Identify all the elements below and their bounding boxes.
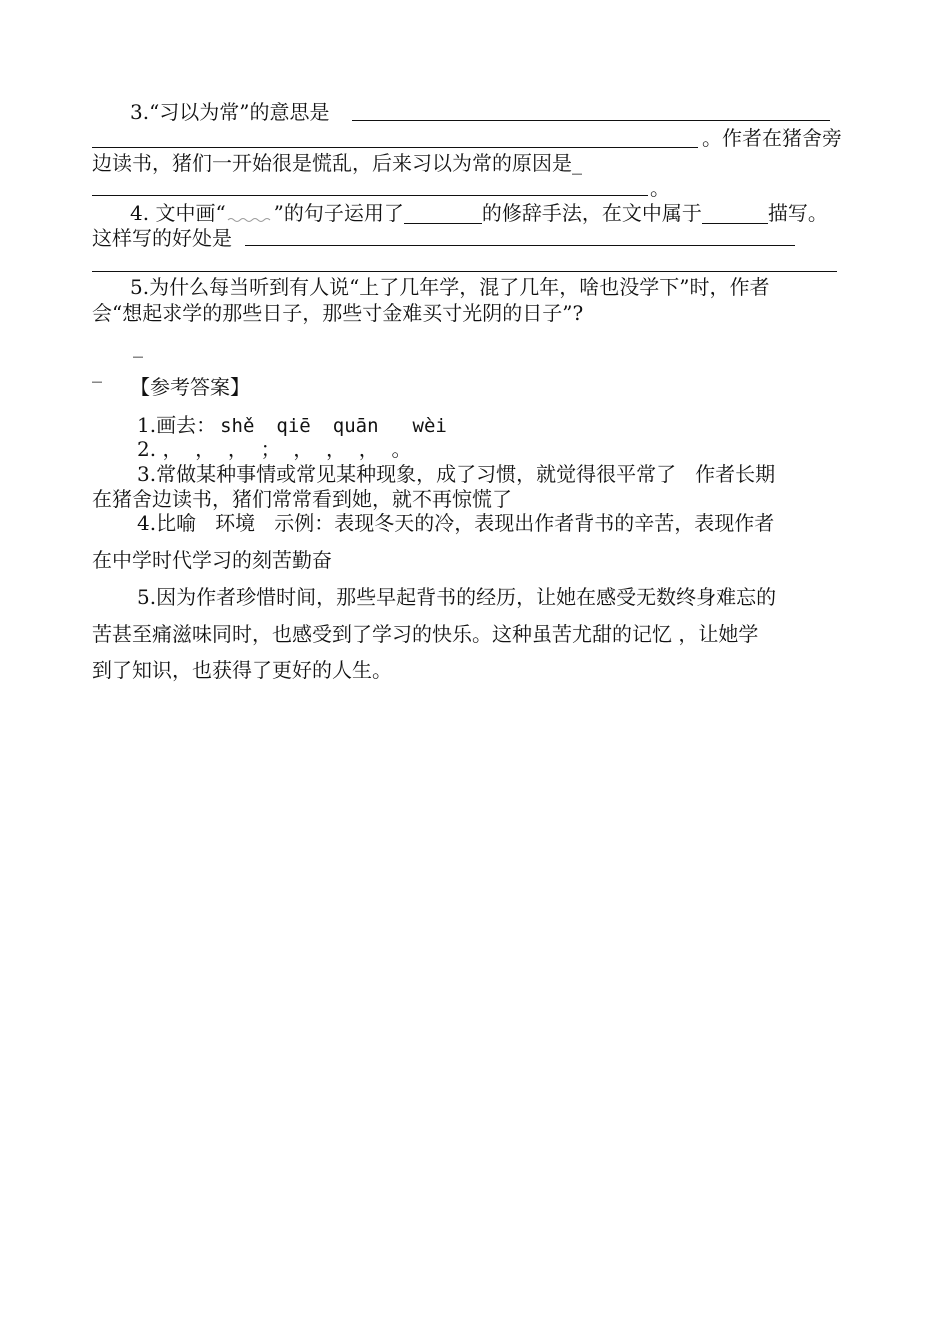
q3-answer-line-3[interactable] xyxy=(92,195,648,196)
q4-part3: 的修辞手法，在文中属于 xyxy=(481,201,702,225)
q4-answer-line-1[interactable] xyxy=(245,245,795,246)
q4-description-blank[interactable] xyxy=(702,203,768,224)
wavy-underline-icon xyxy=(226,205,274,223)
pinyin-4: wèi xyxy=(412,415,447,437)
pinyin-3: quān xyxy=(332,415,379,437)
answer-3-line1: 3.常做某种事情或常见某种现象，成了习惯，就觉得很平常了 作者长期 xyxy=(137,462,776,486)
q4-rhetoric-blank[interactable] xyxy=(404,203,482,224)
q4-part4: 描写。 xyxy=(767,201,828,225)
q5-dash-1[interactable]: _ xyxy=(133,334,143,358)
q3-prefix: 3.“习以为常”的意思是 xyxy=(130,100,330,124)
q4-line2: 这样写的好处是 xyxy=(92,226,232,250)
answer-1 xyxy=(137,412,447,439)
q4-part1: 4. 文中画“ xyxy=(130,201,226,225)
q4-part2: ”的句子运用了 xyxy=(273,201,404,225)
answer-5-line3: 到了知识，也获得了更好的人生。 xyxy=(92,658,392,682)
q3-line3: 边读书，猪们一开始很是慌乱，后来习以为常的原因是_ xyxy=(92,151,582,175)
answer-5-line1: 5.因为作者珍惜时间，那些早起背书的经历，让她在感受无数终身难忘的 xyxy=(137,585,777,609)
q5-line1: 5.为什么每当听到有人说“上了几年学，混了几年，啥也没学下”时，作者 xyxy=(130,275,770,299)
q3-answer-line-1[interactable] xyxy=(352,120,830,121)
answers-heading: 【参考答案】 xyxy=(130,375,250,399)
q4-answer-line-2[interactable] xyxy=(92,271,837,272)
q5-dash-2[interactable]: _ xyxy=(92,359,102,383)
q5-line2: 会“想起求学的那些日子，那些寸金难买寸光阴的日子”? xyxy=(92,301,584,325)
q4-line1 xyxy=(130,200,828,226)
answer-1-label: 1.画去： xyxy=(137,413,217,437)
q3-answer-line-2[interactable] xyxy=(92,147,698,148)
pinyin-1: shě xyxy=(220,415,255,437)
pinyin-2: qiē xyxy=(276,415,311,437)
answer-4-line1: 4.比喻 环境 示例：表现冬天的冷，表现出作者背书的辛苦，表现作者 xyxy=(137,511,775,535)
q3-line2-suffix: 。作者在猪舍旁 xyxy=(702,126,842,150)
answer-3-line2: 在猪舍边读书，猪们常常看到她，就不再惊慌了 xyxy=(92,487,512,511)
answer-5-line2: 苦甚至痛滋味同时，也感受到了学习的快乐。这种虽苦尤甜的记忆 ，让她学 xyxy=(92,622,759,646)
answer-4-line2: 在中学时代学习的刻苦勤奋 xyxy=(92,548,332,572)
q3-line4-suffix: 。 xyxy=(650,176,670,200)
answer-2: 2. ， ， ， ； ， ， ， 。 xyxy=(137,437,412,461)
